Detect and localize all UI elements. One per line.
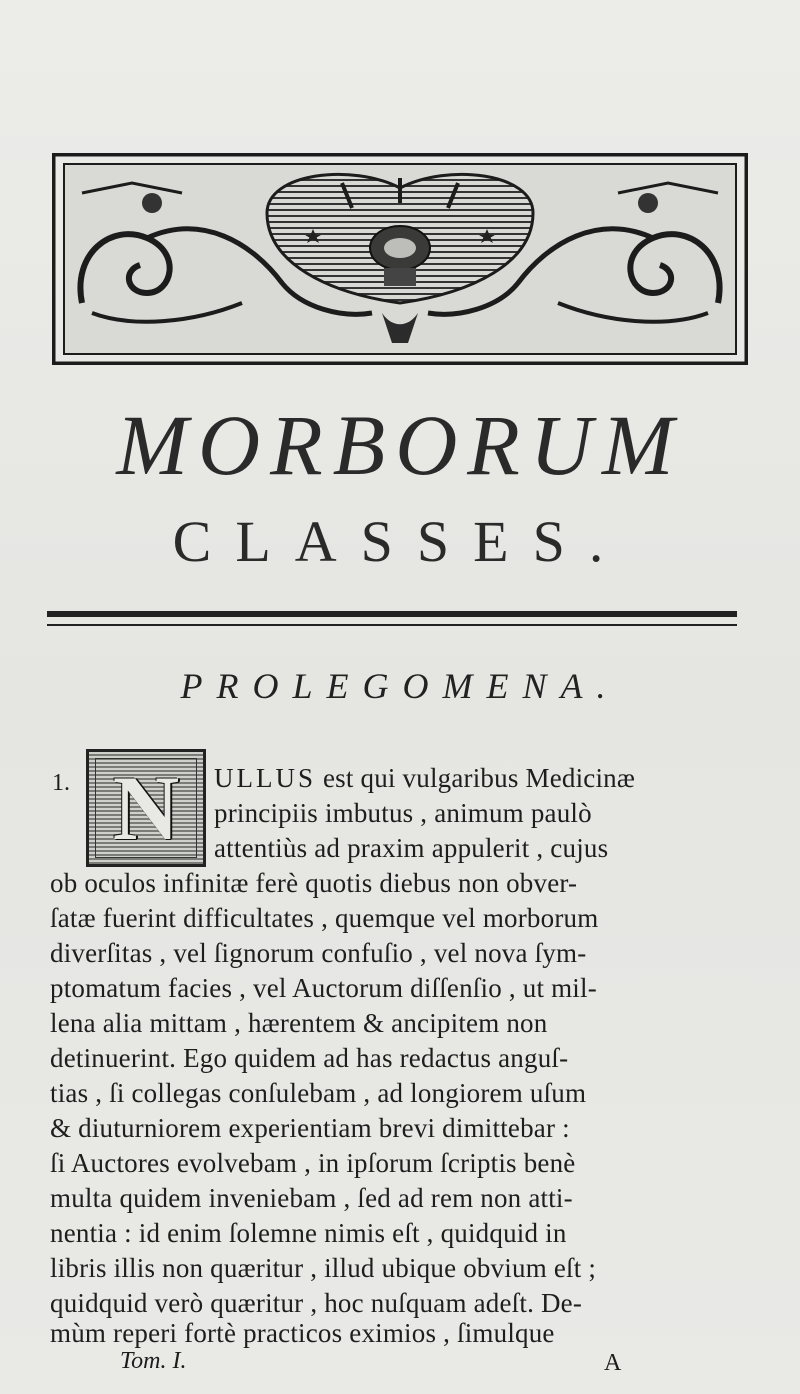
text-line-13: multa quidem inveniebam , ſed ad rem non atti- [50,1183,573,1213]
text-line-3: attentiùs ad praxim appulerit , cujus [214,833,609,863]
text-line-8: lena alia mittam , hærentem & ancipitem non [50,1008,548,1038]
signature-mark: A [604,1350,622,1376]
double-rule-thin [47,624,737,626]
text-line-10: tias , ſi collegas conſulebam , ad longiorem uſum [50,1078,587,1108]
text-line-2: principiis imbutus , animum paulò [214,798,592,828]
text-line-17: mùm reperi fortè practicos eximios , ſimulque [50,1318,555,1348]
title-line-2: CLASSES. [172,509,628,574]
text-line-16: quidquid verò quæritur , hoc nuſquam adeſt. De- [50,1288,583,1318]
text-line-6: diverſitas , vel ſignorum confuſio , vel nova ſym- [50,938,587,968]
title-line-1: MORBORUM [116,397,684,493]
paragraph-number: 1. [52,770,70,796]
text-line-11: & diuturniorem experientiam brevi dimittebar : [50,1113,570,1143]
section-heading: PROLEGOMENA. [180,666,620,706]
text-line-9: detinuerint. Ego quidem ad has redactus anguſ- [50,1043,569,1073]
ornamental-headpiece [52,153,748,365]
text-line-12: ſi Auctores evolvebam , in ipſorum ſcriptis benè [50,1148,576,1178]
double-rule-thick [47,611,737,617]
text-line-4: ob oculos infinitæ ferè quotis diebus non obver- [50,868,578,898]
text-line-5: ſatæ fuerint difficultates , quemque vel morborum [50,903,599,933]
volume-footer: Tom. I. [120,1348,187,1374]
line-1-text: est qui vulgaribus Medicinæ [322,763,636,793]
text-line-1 [214,765,734,792]
text-line-7: ptomatum facies , vel Auctorum diſſenſio , ut mil- [50,973,597,1003]
drop-cap-letter: N [95,758,197,858]
text-line-15: libris illis non quæritur , illud ubique obvium eſt ; [50,1253,597,1283]
first-word-rest: ULLUS [214,763,316,793]
text-line-14: nentia : id enim ſolemne nimis eſt , quidquid in [50,1218,567,1248]
drop-cap-box [86,749,206,867]
